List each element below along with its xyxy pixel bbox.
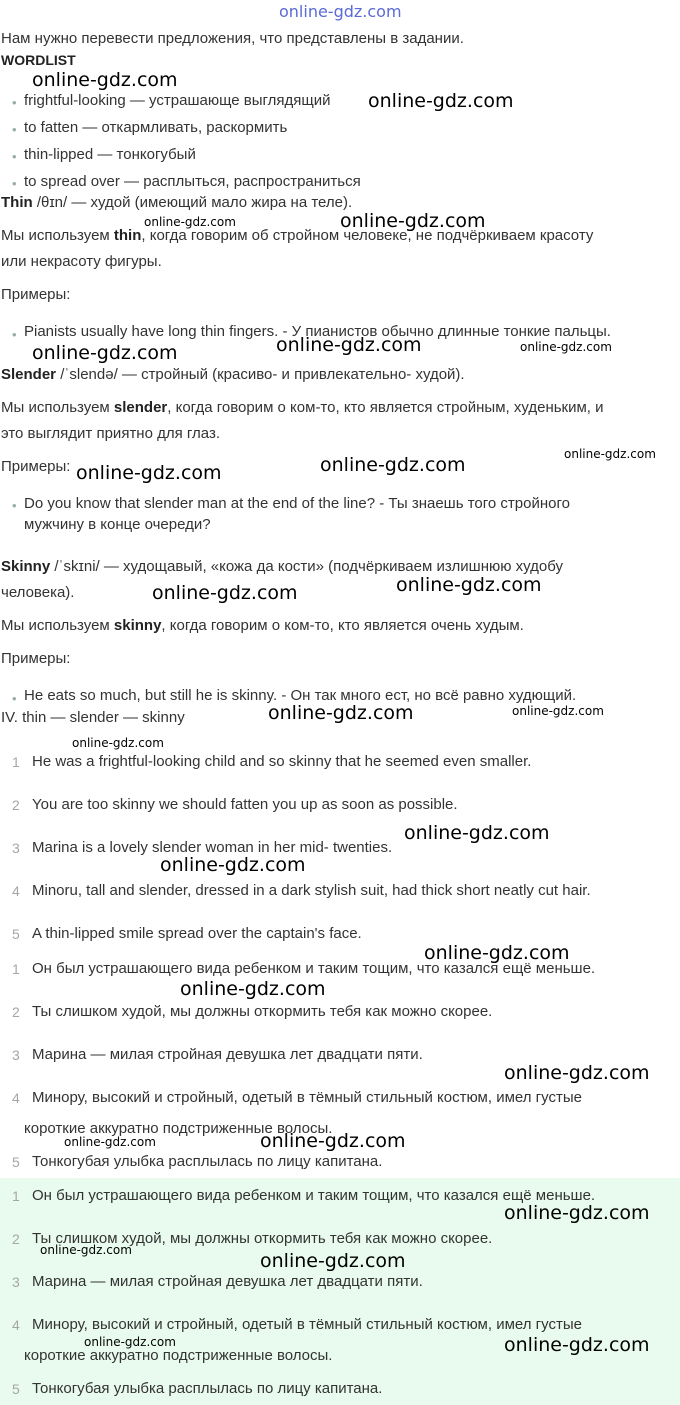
watermark: online-gdz.com xyxy=(504,1062,650,1084)
usage-word: skinny xyxy=(113,617,162,634)
bullet-icon: • xyxy=(12,498,17,513)
bullet-icon: • xyxy=(12,122,17,137)
usage-suffix: , когда говорим о ком-то, кто является стройным, худеньким, и xyxy=(167,399,604,416)
russian-sentence: Марина — милая стройная девушка лет двадцати пяти. xyxy=(32,1046,423,1063)
item-number: 2 xyxy=(12,797,20,813)
watermark: online-gdz.com xyxy=(152,582,298,604)
english-sentence: Marina is a lovely slender woman in her mid- twenties. xyxy=(32,839,393,856)
wordlist-item: thin-lipped — тонкогубый xyxy=(24,146,196,163)
section-title: IV. thin — slender — skinny xyxy=(1,709,185,726)
watermark: online-gdz.com xyxy=(268,702,414,724)
answer-sentence: Марина — милая стройная девушка лет двадцати пяти. xyxy=(32,1273,423,1290)
watermark: online-gdz.com xyxy=(520,340,612,354)
wordlist-item: to spread over — расплыться, распространиться xyxy=(24,173,361,190)
item-number: 2 xyxy=(12,1231,20,1247)
watermark-top: online-gdz.com xyxy=(279,2,402,21)
usage-word: thin xyxy=(113,227,142,244)
skinny-usage xyxy=(1,613,524,639)
slender-def: /ˈslendə/ — стройный (красиво- и привлекательно- худой). xyxy=(56,366,465,383)
russian-sentence: Минору, высокий и стройный, одетый в тёмный стильный костюм, имел густые xyxy=(32,1089,582,1106)
slender-word: Slender xyxy=(1,366,57,383)
watermark: online-gdz.com xyxy=(144,215,236,229)
bullet-icon: • xyxy=(12,691,17,706)
slender-example-line1: Do you know that slender man at the end of the line? - Ты знаешь того стройного xyxy=(24,495,570,512)
skinny-definition-line2: человека). xyxy=(1,584,75,601)
answer-sentence: Минору, высокий и стройный, одетый в тёмный стильный костюм, имел густые xyxy=(32,1316,582,1333)
watermark: online-gdz.com xyxy=(340,210,486,232)
watermark: online-gdz.com xyxy=(160,854,306,876)
item-number: 5 xyxy=(12,926,20,942)
watermark: online-gdz.com xyxy=(84,1335,176,1349)
watermark: online-gdz.com xyxy=(180,978,326,1000)
thin-example: Pianists usually have long thin fingers. - У пианистов обычно длинные тонкие пальцы. xyxy=(24,323,611,340)
russian-sentence: Он был устрашающего вида ребенком и таким тощим, что казался ещё меньше. xyxy=(32,960,596,977)
watermark: online-gdz.com xyxy=(32,69,178,91)
answer-sentence: Ты слишком худой, мы должны откормить тебя как можно скорее. xyxy=(32,1230,493,1247)
answer-sentence-cont: короткие аккуратно подстриженные волосы. xyxy=(24,1347,333,1364)
slender-definition xyxy=(1,362,465,388)
item-number: 2 xyxy=(12,1004,20,1020)
skinny-examples-label: Примеры: xyxy=(1,650,71,667)
wordlist-item: to fatten — откармливать, раскормить xyxy=(24,119,288,136)
thin-def: /θɪn/ — худой (имеющий мало жира на теле). xyxy=(32,194,353,211)
bullet-icon: • xyxy=(12,327,17,342)
watermark: online-gdz.com xyxy=(564,447,656,461)
wordlist-item: frightful-looking — устрашающе выглядящий xyxy=(24,92,331,109)
watermark: online-gdz.com xyxy=(320,454,466,476)
item-number: 1 xyxy=(12,1188,20,1204)
item-number: 5 xyxy=(12,1381,20,1397)
usage-suffix: , когда говорим об стройном человеке, не подчёркиваем красоту xyxy=(141,227,594,244)
item-number: 4 xyxy=(12,1090,20,1106)
item-number: 1 xyxy=(12,961,20,977)
watermark: online-gdz.com xyxy=(40,1243,132,1257)
thin-usage-line2: или некрасоту фигуры. xyxy=(1,253,162,270)
russian-sentence-cont: короткие аккуратно подстриженные волосы. xyxy=(24,1120,333,1137)
watermark: online-gdz.com xyxy=(32,342,178,364)
watermark: online-gdz.com xyxy=(260,1250,406,1272)
bullet-icon: • xyxy=(12,176,17,191)
item-number: 3 xyxy=(12,1274,20,1290)
intro-text: Нам нужно перевести предложения, что представлены в задании. xyxy=(1,30,464,47)
watermark: online-gdz.com xyxy=(276,334,422,356)
item-number: 3 xyxy=(12,840,20,856)
answer-sentence: Тонкогубая улыбка расплылась по лицу капитана. xyxy=(32,1380,383,1397)
bullet-icon: • xyxy=(12,95,17,110)
watermark: online-gdz.com xyxy=(504,1202,650,1224)
watermark: online-gdz.com xyxy=(404,822,550,844)
skinny-word: Skinny xyxy=(1,558,51,575)
russian-sentence: Тонкогубая улыбка расплылась по лицу капитана. xyxy=(32,1153,383,1170)
thin-word: Thin xyxy=(1,194,33,211)
watermark: online-gdz.com xyxy=(64,1135,156,1149)
usage-prefix: Мы используем xyxy=(1,399,114,416)
item-number: 4 xyxy=(12,883,20,899)
watermark: online-gdz.com xyxy=(424,942,570,964)
russian-sentence: Ты слишком худой, мы должны откормить тебя как можно скорее. xyxy=(32,1003,493,1020)
thin-usage-line1 xyxy=(1,223,593,249)
english-sentence: You are too skinny we should fatten you up as soon as possible. xyxy=(32,796,458,813)
wordlist-heading: WORDLIST xyxy=(1,52,76,68)
watermark: online-gdz.com xyxy=(368,90,514,112)
usage-prefix: Мы используем xyxy=(1,617,114,634)
item-number: 5 xyxy=(12,1154,20,1170)
usage-suffix: , когда говорим о ком-то, кто является очень худым. xyxy=(161,617,524,634)
english-sentence: He was a frightful-looking child and so skinny that he seemed even smaller. xyxy=(32,753,532,770)
answer-sentence: Он был устрашающего вида ребенком и таким тощим, что казался ещё меньше. xyxy=(32,1187,596,1204)
watermark: online-gdz.com xyxy=(504,1334,650,1356)
slender-usage-line2: это выглядит приятно для глаз. xyxy=(1,425,221,442)
slender-examples-label: Примеры: xyxy=(1,458,71,475)
skinny-def: /ˈskɪni/ — худощавый, «кожа да кости» (подчёркиваем излишнюю худобу xyxy=(50,558,564,575)
english-sentence: Minoru, tall and slender, dressed in a dark stylish suit, had thick short neatly cut hair. xyxy=(32,882,591,899)
item-number: 3 xyxy=(12,1047,20,1063)
item-number: 4 xyxy=(12,1317,20,1333)
thin-definition xyxy=(1,190,352,216)
slender-example-line2: мужчину в конце очереди? xyxy=(24,516,211,533)
item-number: 1 xyxy=(12,754,20,770)
slender-usage-line1 xyxy=(1,395,604,421)
thin-examples-label: Примеры: xyxy=(1,286,71,303)
bullet-icon: • xyxy=(12,149,17,164)
watermark: online-gdz.com xyxy=(76,462,222,484)
skinny-example: He eats so much, but still he is skinny. - Он так много ест, но всё равно худющий. xyxy=(24,687,577,704)
usage-word: slender xyxy=(113,399,168,416)
watermark: online-gdz.com xyxy=(396,574,542,596)
watermark: online-gdz.com xyxy=(512,704,604,718)
english-sentence: A thin-lipped smile spread over the captain's face. xyxy=(32,925,362,942)
watermark: online-gdz.com xyxy=(72,736,164,750)
usage-prefix: Мы используем xyxy=(1,227,114,244)
watermark: online-gdz.com xyxy=(260,1130,406,1152)
